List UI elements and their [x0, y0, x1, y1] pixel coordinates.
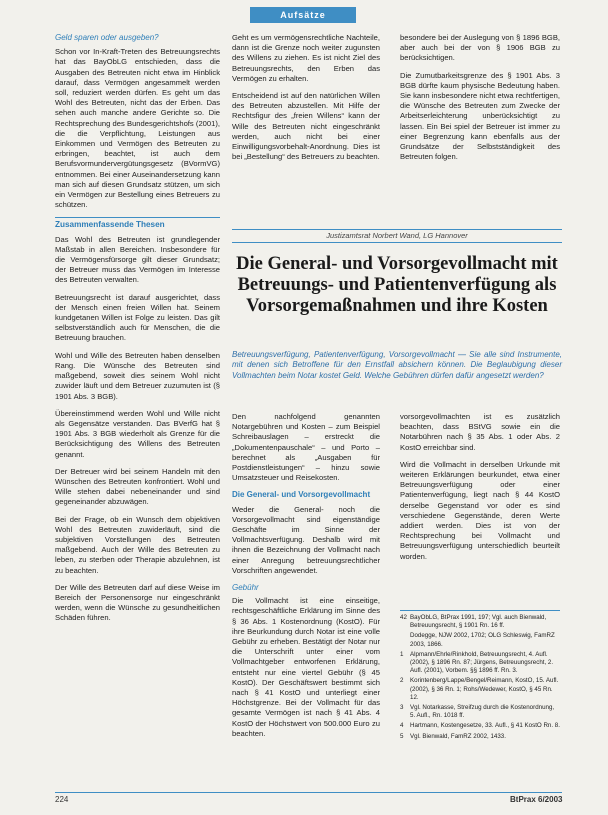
left-paragraph: Wohl und Wille des Betreuten haben denselben Rang. Die Wünsche des Betreuten sind maßgebend, soweit dies seinem Wohl nicht zuwider läuft und dem Betreuer zuzumuten ist (§ 1901 Abs. 3 BGB).: [55, 350, 220, 401]
right-paragraph: besondere bei der Auslegung von § 1896 BGB, aber auch bei der von § 1906 BGB zu berücksichtigen.: [400, 33, 560, 63]
article-lead: Betreuungsverfügung, Patientenverfügung, Vorsorgevollmacht — Sie alle sind Instrumente, mit denen sich Betroffene für den Ernstfall absichern können. Die Beglaubigung dieser Vollmachten beim Notar kostet Geld. Welche Gebühren dürfen dafür angesetzt werden?: [232, 350, 562, 380]
footnote: [400, 651, 560, 676]
footer-divider: [55, 792, 562, 793]
section-banner: Aufsätze: [250, 7, 356, 23]
footnote-text: Korintenberg/Lappe/Bengel/Reimann, KostO, 15. Aufl. (2002), § 36 Rn. 1; Rohs/Wedewer, KostO, § 45 Rn. 12.: [410, 677, 559, 701]
left-paragraph: Das Wohl des Betreuten ist grundlegender Maßstab in allen Bereichen. Insbesondere für die Vermögensfürsorge gilt dieser Grundsatz; der Betreuer muss das Vermögen im Interesse des Betreuten verwalten.: [55, 234, 220, 285]
footnotes: [400, 610, 560, 743]
right-top-column: [400, 33, 560, 169]
footnote-number: 3: [400, 704, 404, 712]
left-paragraph: Der Wille des Betreuten darf auf diese Weise im Bereich der Personensorge nur eingeschränkt werden, wenn die Wünsche zu gesundheitlichen Schäden führen.: [55, 582, 220, 623]
left-paragraph: Betreuungsrecht ist darauf ausgerichtet, dass der Mensch einen freien Willen hat. Seinem kundgetanen Willen ist Folge zu leisten. Das gilt selbstverständlich auch für Menschen, die die Betreuung brauchen.: [55, 292, 220, 343]
middle-paragraph: Entscheidend ist auf den natürlichen Willen des Betreuten abzustellen. Mit Hilfe der Rechtsfigur des „freien Willens“ kann der Wille des Betreuten nicht eingeschränkt werden, auch nicht bei einer Einwilligungsvorbehalt-Anordnung. Dies ist bei „Bestellung“ des Betreuers zu beachten.: [232, 91, 380, 162]
footnote: [400, 704, 560, 720]
footnote: [400, 677, 560, 702]
footnote-text: BayObLG, BtPrax 1991, 197; Vgl. auch Bienwald, Betreuungsrecht, § 1901 Rn. 16 ff.: [410, 614, 547, 630]
right-paragraph: Die Zumutbarkeitsgrenze des § 1901 Abs. 3 BGB dürfte kaum physische Bedeutung haben. Sie kann insbesondere nicht etwa rechtfertigen, die Wünsche des Betreuten zum Zwecke der Arbeitserleichterung unberücksichtigt zu lassen. Ein Bei spiel der Betreuer ist immer zu einer Begrenzung kann ebenfalls aus der Grundsätze der Selbstständigkeit des Betreuten folgen.: [400, 70, 560, 162]
middle-paragraph: Die Vollmacht ist eine einseitige, rechtsgeschäftliche Erklärung im Sinne des § 36 Abs. 1 Kostenordnung (KostO). Für ihre Beurkundung durch Notar ist eine volle Gebühr zu erheben. Bestätigt der Notar nur die Unterschrift unter einer vom Vollmachtgeber entworfenen Erklärung, entsteht nur eine viertel Gebühr (§ 45 KostO). Der Geschäftswert bestimmt sich nach § 41 KostO und unterliegt einer Höchstgrenze. Bei der Vollmacht für das gesamte Vermögen ist nach § 41 Abs. 4 KostO der Höchstwert von 500.000 Euro zu beachten.: [232, 596, 380, 738]
left-column: [55, 33, 220, 631]
footnote: [400, 722, 560, 730]
footnote-number: 2: [400, 677, 404, 685]
left-paragraph: Schon vor In-Kraft-Treten des Betreuungsrechts hat das BayObLG entschieden, dass die Ausgaben des Betreuten nicht etwa im Hinblick darauf, dass Vermögen angesammelt werden soll, reduziert werden dürfen. Es geht um das Wohl des Betreuten, nicht das der Erben. Das sehen auch manche andere Gerichte so. Die Rechtsprechung des Bundesgerichtshofs (2001), die die Verpflichtung, Leistungen aus Einkommen und Vermögen des Betreuten zu erbringen, beachtet, ist auch dem Berufsvormundervergütungsgesetz (BVormVG) entnommen. Bei einer Auseinandersetzung kann man sich auf diesen Grundsatz stützen, um sich ein Vermögen zur Bestellung eines Betreuers zu schützen.: [55, 47, 220, 210]
article-title: Die General- und Vorsorgevollmacht mit Betreuungs- und Patientenverfügung als Vorsorgemaßnahmen und ihre Kosten: [236, 254, 558, 316]
footnote: [400, 632, 560, 648]
left-paragraph: Übereinstimmend werden Wohl und Wille nicht als Gegensätze verstanden. Das BVerfG hat § 1901 Abs. 3 BGB wiederholt als Grenze für die Berücksichtigung des Willens des Betreuten genannt.: [55, 408, 220, 459]
footnote-number: 1: [400, 650, 404, 658]
subsection-heading: Die General- und Vorsorgevollmacht: [232, 490, 371, 500]
summary-heading: Zusammenfassende Thesen: [55, 217, 220, 230]
footnote: [400, 733, 560, 741]
right-paragraph: vorsorgevollmachten ist es zusätzlich beachten, dass BStVG sowie ein die Notarbühren nach § 35 Abs. 1 oder Abs. 2 KostO erreichbar sind.: [400, 412, 560, 452]
middle-paragraph: Geht es um vermögensrechtliche Nachteile, dann ist die Grenze noch weiter zugunsten des Willens zu ziehen. Es ist nicht Ziel des Betreuungsrechts, den Erben das Vermögen zu erhalten.: [232, 33, 380, 83]
fee-heading: Gebühr: [232, 583, 259, 593]
journal-name: BtPrax 6/2003: [510, 795, 563, 804]
footnote-number: 4: [400, 722, 404, 730]
footnote-text: Hartmann, Kostengesetze, 33. Aufl., § 41 KostO Rn. 8.: [410, 722, 560, 730]
footnote-number: 42: [400, 614, 407, 621]
footnote-text: Vgl. Notarkasse, Streifzug durch die Kostenordnung, 5. Aufl., Rn. 1018 ff.: [410, 704, 555, 720]
middle-paragraph: Den nachfolgend genannten Notargebühren und Kosten – zum Beispiel Schreibauslagen – erstreckt die „Dokumentenpauschale“ – und Porto – berechnet als „Ausgaben für Postdienstleistungen“ – hinzu sowie Umsatzsteuer und Reisekosten.: [232, 412, 380, 483]
left-paragraph: Der Betreuer wird bei seinem Handeln mit den Wünschen des Betreuten konfrontiert. Wohl und Wille stehen dabei nebeneinander und sind gegeneinander abzuwägen.: [55, 466, 220, 507]
left-paragraph: Bei der Frage, ob ein Wunsch dem objektiven Wohl des Betreuten zuwiderläuft, sind die subjektiven Vorstellungen des Betreuten maßgebend. Auch der Wille des Betreuten zu leben, zu sterben oder Therapie abzulehnen, ist zu beachten.: [55, 514, 220, 575]
middle-paragraph: Weder die General- noch die Vorsorgevollmacht sind eigenständige Geschäfte im Sinne der Vollmachtsverfügung. Deshalb wird mit ihnen die Bezeichnung der Vollmacht nach einer Anregung betreuungsrechtlicher Vorschriften angewendet.: [232, 504, 380, 575]
footnote-text: Vgl. Bienwald, FamRZ 2002, 1433.: [410, 732, 506, 740]
right-bottom-column: [400, 412, 560, 569]
right-paragraph: Wird die Vollmacht in derselben Urkunde mit weiteren Erklärungen beurkundet, etwa einer Betreuungsverfügung oder einer Patientenverfügung, liegt nach § 44 KostO derselbe Gegenstand vor oder es sind verschiedene Gegenstände, deren Werte addiert werden. Dies ist von der Rechtsprechung bei Vollmacht und Betreuungsverfügung unterschiedlich beurteilt worden.: [400, 459, 560, 561]
page-number: 224: [55, 795, 69, 804]
footnote-text: Alpmann/Ehrle/Rinkhold, Betreuungsrecht, 4. Aufl. (2002), § 1896 Rn. 87; Jürgens, Betreuungsrecht, 2. Aufl. (2001), Vorbem. §§ 1896 ff. Rn. 3.: [410, 650, 554, 675]
author-byline: Justizamtsrat Norbert Wand, LG Hannover: [232, 229, 562, 243]
middle-top-column: [232, 33, 380, 169]
footnote-number: 5: [400, 732, 404, 740]
footnote-number: [400, 632, 410, 648]
middle-bottom-column: [232, 412, 380, 746]
left-heading: Geld sparen oder ausgeben?: [55, 33, 159, 42]
footnote-text: Dodegge, NJW 2002, 1702; OLG Schleswig, FamRZ 2003, 1866.: [410, 632, 555, 648]
footnote: [400, 614, 560, 630]
